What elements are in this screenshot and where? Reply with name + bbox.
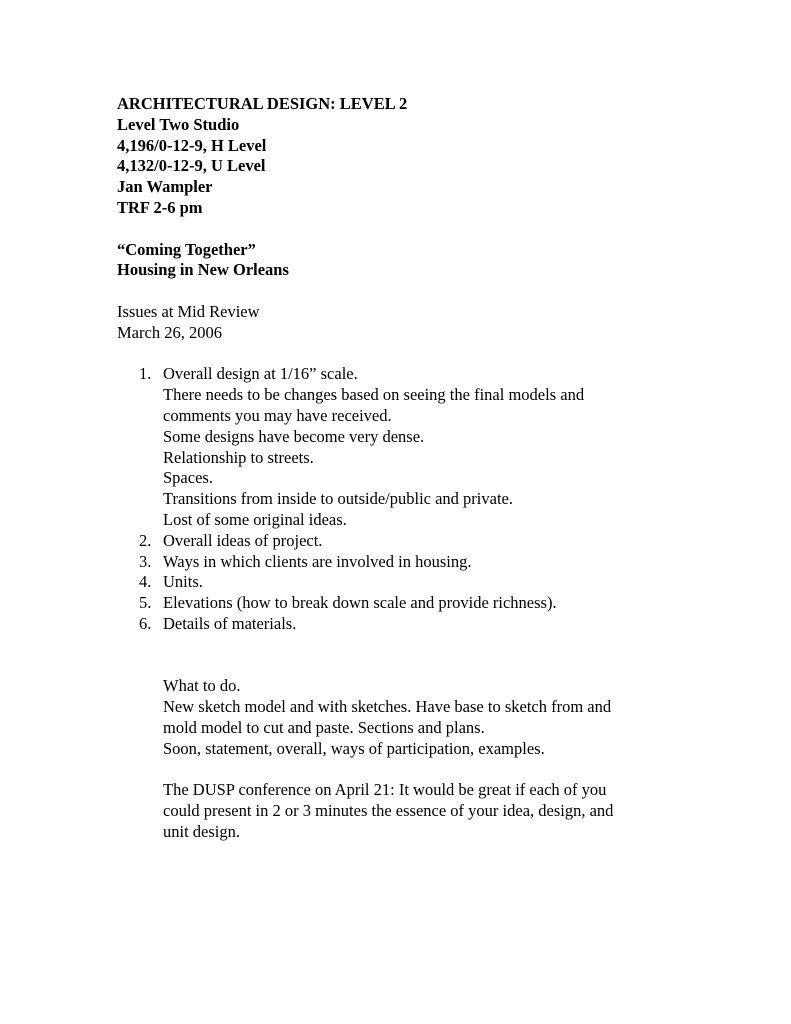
course-number-h-level: 4,196/0-12-9, H Level — [117, 135, 267, 155]
conference-text: unit design. — [163, 821, 240, 841]
list-item-number: 3. — [139, 551, 152, 571]
list-item-text: Transitions from inside to outside/public and private. — [163, 489, 513, 509]
list-item-text: Overall design at 1/16” scale. — [163, 364, 358, 384]
conference-text: could present in 2 or 3 minutes the essence of your idea, design, and — [163, 801, 614, 821]
list-item — [117, 531, 697, 552]
list-item-text: Overall ideas of project. — [163, 530, 323, 550]
list-item-text: Lost of some original ideas. — [163, 509, 347, 529]
list-item-number: 5. — [139, 593, 152, 613]
review-heading — [117, 302, 697, 344]
instructor-name: Jan Wampler — [117, 177, 213, 197]
list-item-number: 1. — [139, 364, 152, 384]
list-item — [117, 614, 697, 635]
conference-section — [117, 780, 697, 842]
project-title: “Coming Together” — [117, 239, 256, 259]
list-item — [117, 364, 697, 530]
project-subtitle: Housing in New Orleans — [117, 260, 289, 280]
review-date: March 26, 2006 — [117, 322, 222, 342]
spacer — [117, 760, 697, 781]
list-item-text: comments you may have received. — [163, 405, 392, 425]
todo-heading: What to do. — [163, 676, 241, 696]
list-item-text: Details of materials. — [163, 613, 297, 633]
list-item-text: Relationship to streets. — [163, 447, 314, 467]
list-item-text: Units. — [163, 572, 203, 592]
issues-list — [117, 364, 697, 634]
list-item-number: 6. — [139, 613, 152, 633]
todo-text: New sketch model and with sketches. Have base to sketch from and — [163, 697, 612, 717]
list-item-text: Elevations (how to break down scale and provide richness). — [163, 593, 557, 613]
list-item — [117, 593, 697, 614]
meeting-time: TRF 2-6 pm — [117, 197, 203, 217]
spacer — [117, 219, 697, 240]
course-title: ARCHITECTURAL DESIGN: LEVEL 2 — [117, 94, 408, 113]
todo-text: mold model to cut and paste. Sections and plans. — [163, 717, 485, 737]
list-item-text: Ways in which clients are involved in housing. — [163, 551, 472, 571]
conference-text: The DUSP conference on April 21: It would be great if each of you — [163, 780, 607, 800]
spacer — [117, 656, 697, 677]
course-number-u-level: 4,132/0-12-9, U Level — [117, 156, 266, 176]
project-heading — [117, 240, 697, 282]
spacer — [117, 344, 697, 365]
spacer — [117, 281, 697, 302]
list-item-number: 4. — [139, 572, 152, 592]
list-item-text: Some designs have become very dense. — [163, 426, 425, 446]
course-header — [117, 94, 697, 219]
todo-text: Soon, statement, overall, ways of participation, examples. — [163, 738, 545, 758]
spacer — [117, 635, 697, 656]
list-item — [117, 552, 697, 573]
review-title: Issues at Mid Review — [117, 301, 260, 321]
studio-name: Level Two Studio — [117, 114, 240, 134]
list-item-text: Spaces. — [163, 468, 213, 488]
todo-section — [117, 676, 697, 759]
list-item-text: There needs to be changes based on seeing the final models and — [163, 385, 585, 405]
document-page — [117, 94, 697, 843]
list-item-number: 2. — [139, 530, 152, 550]
list-item — [117, 572, 697, 593]
